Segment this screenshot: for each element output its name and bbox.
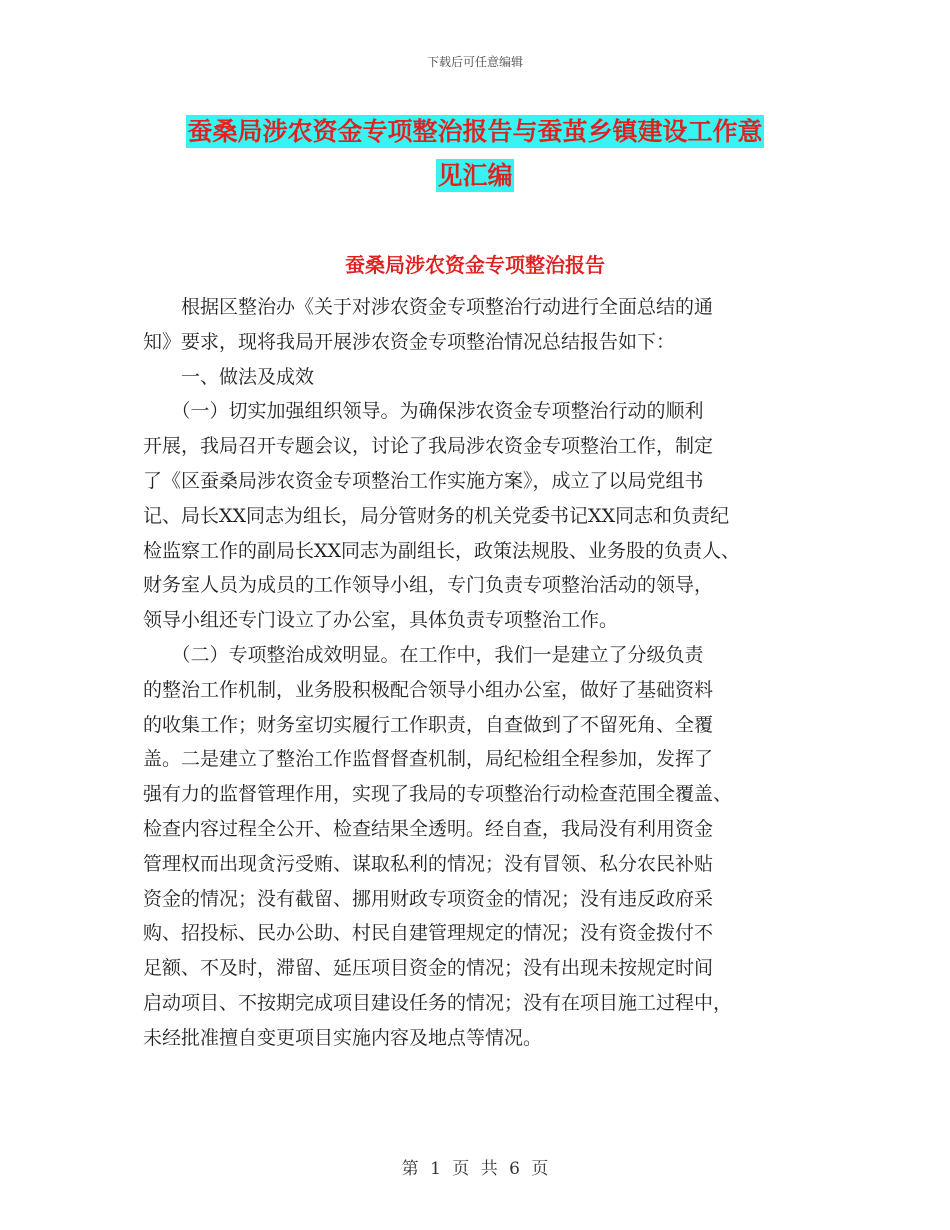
text-line: 盖。二是建立了整治工作监督督查机制，局纪检组全程参加，发挥了: [143, 748, 714, 771]
paragraph: [143, 394, 813, 638]
document-title-line-1: 蚕桑局涉农资金专项整治报告与蚕茧乡镇建设工作意: [187, 117, 763, 146]
text-line: 了《区蚕桑局涉农资金专项整治工作实施方案》，成立了以局党组书: [143, 469, 704, 492]
text-line: 知》要求，现将我局开展涉农资金专项整治情况总结报告如下：: [143, 330, 676, 353]
text-line: （一）切实加强组织领导。为确保涉农资金专项整治行动的顺利: [143, 400, 704, 423]
paragraph: [143, 290, 813, 360]
text-line: 强有力的监督管理作用，实现了我局的专项整治行动检查范围全覆盖、: [143, 783, 733, 806]
page-footer: 第 1 页 共 6 页: [401, 1159, 549, 1179]
text-line: 检监察工作的副局长XX同志为副组长，政策法规股、业务股的负责人、: [143, 539, 741, 562]
paragraph: [143, 360, 813, 395]
text-line: 足额、不及时，滞留、延压项目资金的情况；没有出现未按规定时间: [143, 957, 714, 980]
text-line: 开展，我局召开专题会议，讨论了我局涉农资金专项整治工作，制定: [143, 435, 714, 458]
text-line: 财务室人员为成员的工作领导小组，专门负责专项整治活动的领导，: [143, 574, 714, 597]
section-title: 蚕桑局涉农资金专项整治报告: [345, 253, 605, 277]
text-line: （二）专项整治成效明显。在工作中，我们一是建立了分级负责: [143, 643, 704, 666]
text-line: 启动项目、不按期完成项目建设任务的情况；没有在项目施工过程中，: [143, 991, 733, 1014]
document-title-line-2: 见汇编: [437, 161, 513, 190]
text-line: 资金的情况；没有截留、挪用财政专项资金的情况；没有违反政府采: [143, 887, 714, 910]
text-line: 未经批准擅自变更项目实施内容及地点等情况。: [143, 1026, 543, 1049]
text-line: 的整治工作机制，业务股积极配合领导小组办公室，做好了基础资料: [143, 678, 714, 701]
text-line: 管理权而出现贪污受贿、谋取私利的情况；没有冒领、私分农民补贴: [143, 852, 714, 875]
text-line: 领导小组还专门设立了办公室，具体负责专项整治工作。: [143, 609, 619, 632]
text-line: 根据区整治办《关于对涉农资金专项整治行动进行全面总结的通: [143, 296, 714, 318]
header-note: 下载后可任意编辑: [426, 55, 523, 69]
text-line: 记、局长XX同志为组长，局分管财务的机关党委书记XX同志和负责纪: [143, 504, 730, 527]
paragraph: [143, 638, 813, 1056]
text-line: 购、招投标、民办公助、村民自建管理规定的情况；没有资金拨付不: [143, 922, 714, 945]
text-line: 检查内容过程全公开、检查结果全透明。经自查，我局没有利用资金: [143, 817, 714, 840]
document-body: [143, 290, 813, 1056]
text-line: 的收集工作；财务室切实履行工作职责，自查做到了不留死角、全覆: [143, 713, 714, 736]
text-line: 一、做法及成效: [143, 365, 315, 388]
